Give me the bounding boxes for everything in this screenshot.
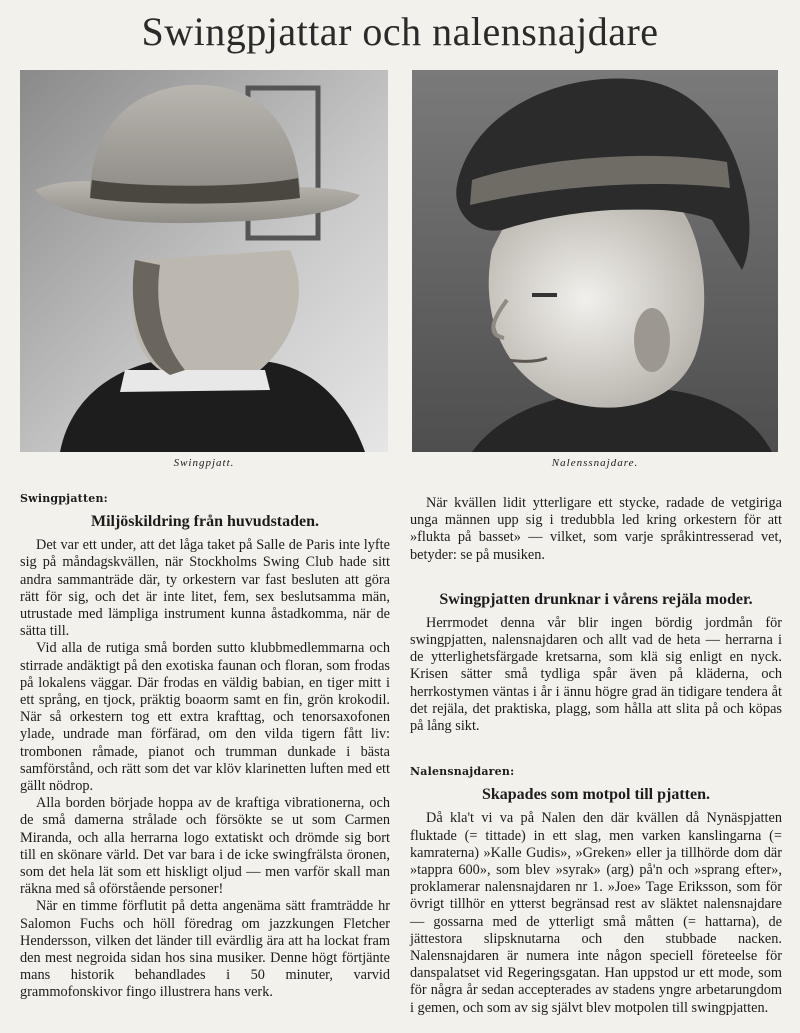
column-right: [410, 495, 782, 1017]
nalenssnajdare-illustration: [412, 70, 778, 452]
photo-swingpjatt: [20, 70, 388, 452]
photo-caption-right: Nalenssnajdare.: [551, 457, 639, 469]
article-paragraph: När kvällen lidit ytterligare ett stycke, radade de vetgiriga unga männen upp sig i tredubbla led kring orkestern för att »flukta på basset» — vilket, som varje språkintresserad vet, betyder: se på musiken.: [410, 495, 782, 563]
section-kicker: Nalensnajdaren:: [410, 765, 515, 779]
article-headline: Skapades som motpol till pjatten.: [481, 786, 711, 804]
article-paragraph: Då kla't vi va på Nalen den där kvällen då Nynäspjatten fluktade (= tittade) in ett slag, men varken kanslingarna (= kamraterna) »Kalle Gudis», »Greken» eller ja tillhörde dom där »tappra 600», som blev »syrak» (arg) på'n och »sprang efter», proklamerar nalensnajdaren nr 1. »Joe» Tage Eriksson, som för övrigt tillhör en ytterst begränsad rest av släktet nalensnajdare — gossarna med de ytterligt små måtten (= hattarna), de jättestora slipsknutarna och den stubbade nacken. Nalensnajdaren är numera inte någon speciell företeelse för danspalatset vid Regeringsgatan. Han uppstod ur ett mode, som för några år sedan accepterades av stadens yngre arbetarungdom i gemen, och som av sig självt blev motpolen till swingpjatten.: [410, 810, 782, 1016]
article-headline: Swingpjatten drunknar i vårens rejäla moder.: [439, 590, 753, 608]
column-left: [20, 490, 390, 1002]
article-paragraph: När en timme förflutit på detta angenäma sätt framträdde hr Salomon Fuchs och höll föredrag om jazzkungen Fletcher Hendersson, vilken det länder till evärdlig ära att ha lockat fram den mest negroida sidan hos sina musiker. Denne högt förtjänte mans historik behandlades i 50 minuter, varvid grammofonskivor fingo illustrera hans verk.: [20, 898, 390, 1001]
photo-nalenssnajdare: [412, 70, 778, 452]
swingpjatt-illustration: [20, 70, 388, 452]
article-paragraph: Vid alla de rutiga små borden sutto klubbmedlemmarna och stirrade andäktigt på den exotiska faunan och floran, som frodas på lokalens väggar. Där frodas en väldig babian, en tiger mitt i ett språng, en tjock, präktig boaorm samt en fin, grön krokodil. När så orkestern tog ett extra krafttag, och tenorsaxofonen ylade, undrade man förfärad, om den vilda tigern fått liv: trombonen råmade, pianot och trumman dunkade i bästa samförstånd, och rätt som det var klöv klarinetten luften med ett gällt nödrop.: [20, 640, 390, 795]
article-paragraph: Herrmodet denna vår blir ingen bördig jordmån för swingpjatten, nalensnajdaren och allt vad de heta — herrarna i de ytterlighetsfärgade kretsarna, som klä sig enligt en nyck. Krisen sätter små tydliga spår även på kläderna, och herrkostymen väntas i år i ännu högre grad än tidigare tendera åt det rejäla, det praktiska, plagg, som hålla att slita på och köpas på lång sikt.: [410, 614, 782, 735]
article-paragraph: Det var ett under, att det låga taket på Salle de Paris inte lyfte sig på måndagskvällen, när Stockholms Swing Club hade sitt andra sammanträde där, ty orkestern var fast besluten att göra rätt för sig, och det är inte litet, fem, sex beslutsamma män, utrustade med lämpliga instrument kunna åstadkomma, när de sätta till.: [20, 537, 390, 640]
photo-caption-left: Swingpjatt.: [173, 457, 235, 469]
section-kicker: Swingpjatten:: [20, 492, 108, 505]
article-paragraph: Alla borden började hoppa av de kraftiga vibrationerna, och de små damerna strålade och försökte se ut som Carmen Miranda, och alla herrarna logo extatiskt och drömde sig bort till en skönare värld. Det var bara i de icke swingfrälsta öronen, som det hela lät som ett hiskligt oljud — men varför skall man räkna med så oförstående personer!: [20, 795, 390, 898]
article-headline: Miljöskildring från huvudstaden.: [90, 513, 320, 531]
page-title: Swingpjattar och nalensnajdare: [141, 9, 659, 54]
